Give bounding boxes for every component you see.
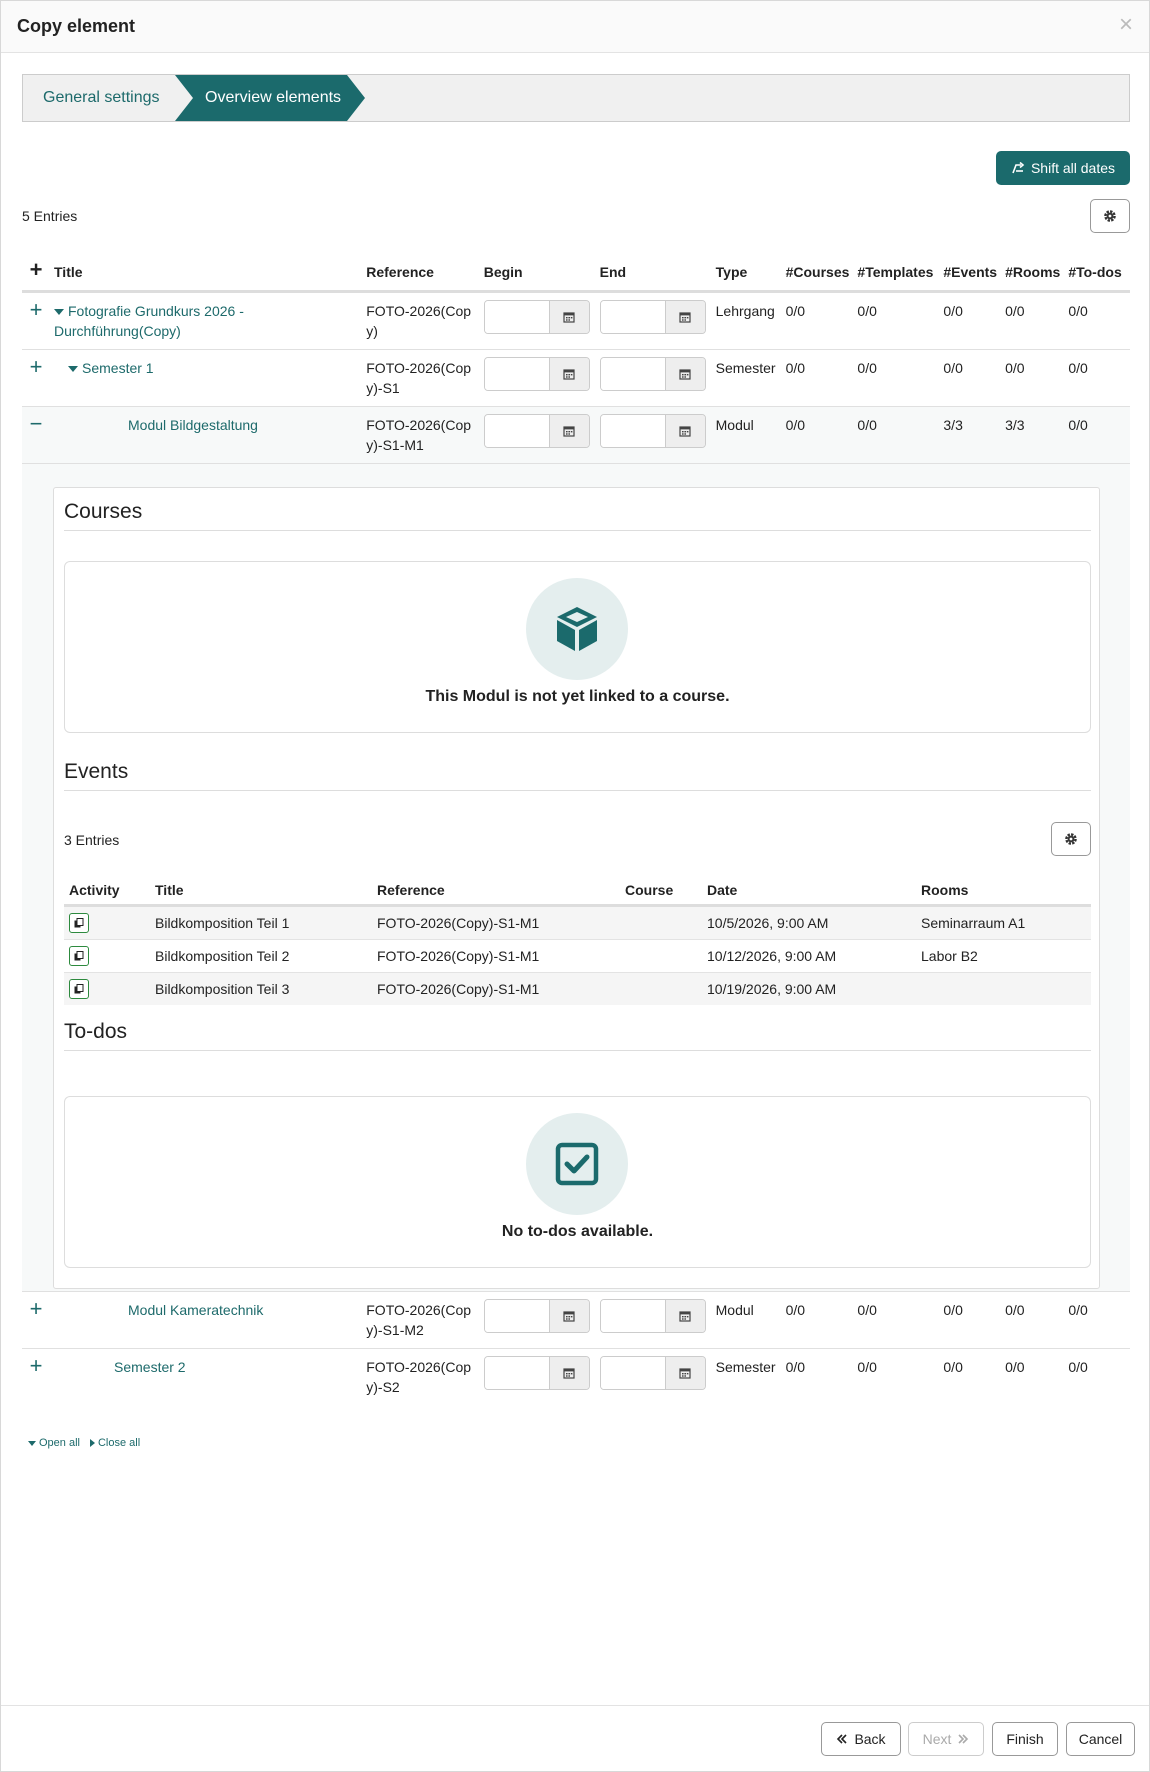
todos-cell: 0/0 <box>1068 1359 1088 1375</box>
caret-down-icon[interactable] <box>68 366 78 372</box>
col-reference[interactable]: Reference <box>362 257 479 292</box>
begin-date-input[interactable] <box>485 415 549 447</box>
col-date[interactable]: Date <box>702 876 916 906</box>
todos-cell: 0/0 <box>1064 292 1130 350</box>
col-activity[interactable]: Activity <box>64 876 150 906</box>
events-header-row <box>64 876 1091 906</box>
end-date-field[interactable] <box>600 300 706 334</box>
rooms-cell: 0/0 <box>1001 292 1064 350</box>
checkbox-checked-icon <box>554 1141 600 1187</box>
table-row-expanded <box>22 407 1130 464</box>
event-title: Bildkomposition Teil 2 <box>150 940 372 973</box>
step-label: Overview elements <box>205 89 342 106</box>
reference-cell: FOTO-2026(Copy)-S2 <box>366 1359 472 1395</box>
courses-cell: 0/0 <box>782 350 854 407</box>
expand-row-icon[interactable]: + <box>29 354 43 379</box>
begin-date-field[interactable] <box>484 1299 590 1333</box>
templates-cell: 0/0 <box>853 292 939 350</box>
events-cell: 0/0 <box>939 292 1001 350</box>
events-cell: 3/3 <box>939 407 1001 464</box>
templates-cell: 0/0 <box>857 1359 877 1375</box>
col-course[interactable]: Course <box>620 876 702 906</box>
courses-empty-state <box>64 561 1091 733</box>
event-row <box>64 906 1091 940</box>
step-label: General settings <box>43 89 160 106</box>
col-begin[interactable]: Begin <box>480 257 596 292</box>
next-button[interactable] <box>908 1722 984 1756</box>
element-title-link[interactable]: Semester 1 <box>82 360 154 376</box>
calendar-icon[interactable] <box>665 358 705 390</box>
tree-controls <box>28 1437 140 1449</box>
rooms-cell: 0/0 <box>1001 350 1064 407</box>
end-date-input[interactable] <box>601 1300 665 1332</box>
caret-down-icon[interactable] <box>54 309 64 315</box>
course-icon-circle <box>526 578 628 680</box>
todos-cell: 0/0 <box>1064 407 1130 464</box>
begin-date-field[interactable] <box>484 300 590 334</box>
calendar-icon[interactable] <box>665 415 705 447</box>
copy-activity-icon[interactable] <box>69 979 89 999</box>
calendar-icon[interactable] <box>549 301 589 333</box>
todos-section-title: To-dos <box>64 1020 1091 1051</box>
back-label: Back <box>854 1731 886 1747</box>
courses-empty-text: This Modul is not yet linked to a course. <box>425 688 730 705</box>
col-courses[interactable]: #Courses <box>782 257 854 292</box>
element-title-link[interactable]: Modul Bildgestaltung <box>128 417 258 433</box>
todos-cell: 0/0 <box>1064 350 1130 407</box>
calendar-icon[interactable] <box>665 1300 705 1332</box>
todos-empty-state <box>64 1096 1091 1268</box>
table-row <box>22 1292 1130 1349</box>
end-date-field[interactable] <box>600 1299 706 1333</box>
element-title-link[interactable]: Modul Kameratechnik <box>128 1302 264 1318</box>
close-all-link[interactable] <box>90 1437 140 1449</box>
events-settings-button[interactable] <box>1051 822 1091 856</box>
courses-cell: 0/0 <box>782 292 854 350</box>
end-date-input[interactable] <box>601 415 665 447</box>
col-templates[interactable]: #Templates <box>853 257 939 292</box>
col-title[interactable]: Title <box>50 257 362 292</box>
events-cell: 0/0 <box>943 1359 963 1375</box>
events-section-title: Events <box>64 760 1091 791</box>
caret-down-icon <box>28 1441 36 1446</box>
cancel-label: Cancel <box>1078 1731 1123 1747</box>
event-reference: FOTO-2026(Copy)-S1-M1 <box>372 906 620 940</box>
calendar-icon[interactable] <box>549 1300 589 1332</box>
courses-cell: 0/0 <box>785 1359 806 1375</box>
courses-section-title: Courses <box>64 500 1091 531</box>
open-all-link[interactable] <box>28 1437 80 1449</box>
copy-activity-icon[interactable] <box>69 946 89 966</box>
begin-date-field[interactable] <box>484 1356 590 1390</box>
type-cell: Modul <box>712 1292 782 1349</box>
copy-activity-icon[interactable] <box>69 913 89 933</box>
calendar-icon[interactable] <box>665 301 705 333</box>
end-date-input[interactable] <box>601 301 665 333</box>
event-date: 10/19/2026, 9:00 AM <box>702 973 916 1006</box>
shift-all-dates-button[interactable] <box>996 151 1130 185</box>
event-course <box>620 973 702 1006</box>
calendar-icon[interactable] <box>665 1357 705 1389</box>
event-rooms: Labor B2 <box>916 940 1091 973</box>
event-row <box>64 940 1091 973</box>
table-settings-button[interactable] <box>1090 199 1130 233</box>
dialog-footer <box>1 1705 1149 1772</box>
col-event-title[interactable]: Title <box>150 876 372 906</box>
begin-date-field[interactable] <box>484 414 590 448</box>
table-header-row <box>22 257 1130 292</box>
col-todos[interactable]: #To-dos <box>1064 257 1130 292</box>
close-all-label: Close all <box>97 1437 141 1449</box>
event-rooms <box>916 973 1091 1006</box>
wizard-steps <box>22 74 1130 122</box>
element-title-link[interactable]: Semester 2 <box>114 1359 186 1375</box>
table-row <box>22 1349 1130 1406</box>
dialog-header <box>1 1 1149 53</box>
table-row <box>22 350 1130 407</box>
event-course <box>620 906 702 940</box>
end-date-field[interactable] <box>600 414 706 448</box>
begin-date-input[interactable] <box>485 1300 549 1332</box>
event-title: Bildkomposition Teil 3 <box>150 973 372 1006</box>
double-chevron-left-icon <box>836 1733 848 1745</box>
finish-label: Finish <box>1006 1731 1044 1747</box>
expand-row-icon[interactable]: + <box>29 297 43 322</box>
courses-cell: 0/0 <box>782 1292 854 1349</box>
end-date-input[interactable] <box>601 1357 665 1389</box>
col-rooms[interactable]: Rooms <box>916 876 1091 906</box>
col-events[interactable]: #Events <box>939 257 1001 292</box>
begin-date-field[interactable] <box>484 357 590 391</box>
begin-date-input[interactable] <box>485 1357 549 1389</box>
event-date: 10/12/2026, 9:00 AM <box>702 940 916 973</box>
templates-cell: 0/0 <box>853 1292 939 1349</box>
col-end[interactable]: End <box>596 257 712 292</box>
element-detail-panel <box>53 487 1100 1289</box>
begin-date-input[interactable] <box>485 358 549 390</box>
reference-cell: FOTO-2026(Copy)-S1-M2 <box>362 1292 479 1349</box>
templates-cell: 0/0 <box>853 350 939 407</box>
next-label: Next <box>922 1731 952 1747</box>
event-row <box>64 973 1091 1006</box>
rooms-cell: 0/0 <box>1001 1292 1064 1349</box>
todos-cell: 0/0 <box>1064 1292 1130 1349</box>
element-title-link[interactable]: Fotografie Grundkurs 2026 - Durchführung(Copy) <box>54 303 244 339</box>
end-date-field[interactable] <box>600 357 706 391</box>
close-icon[interactable]: × <box>1118 11 1133 38</box>
end-date-input[interactable] <box>601 358 665 390</box>
shift-icon <box>1011 161 1025 175</box>
back-button[interactable] <box>821 1722 901 1756</box>
step-overview-elements[interactable] <box>175 75 365 121</box>
cube-icon <box>552 604 602 654</box>
open-all-label: Open all <box>39 1437 80 1449</box>
calendar-icon[interactable] <box>549 415 589 447</box>
double-chevron-right-icon <box>957 1733 969 1745</box>
caret-right-icon <box>90 1439 95 1447</box>
courses-cell: 0/0 <box>782 407 854 464</box>
begin-date-input[interactable] <box>485 301 549 333</box>
event-course <box>620 940 702 973</box>
events-cell: 0/0 <box>939 350 1001 407</box>
col-rooms[interactable]: #Rooms <box>1001 257 1064 292</box>
event-reference: FOTO-2026(Copy)-S1-M1 <box>372 973 620 1006</box>
rooms-cell: 0/0 <box>1005 1359 1025 1375</box>
event-rooms: Seminarraum A1 <box>916 906 1091 940</box>
reference-cell: FOTO-2026(Copy)-S1 <box>362 350 479 407</box>
collapse-row-icon[interactable]: − <box>29 411 43 436</box>
expand-row-icon[interactable]: + <box>29 1353 43 1378</box>
type-cell: Lehrgang <box>712 292 782 350</box>
events-cell: 0/0 <box>939 1292 1001 1349</box>
cancel-button[interactable] <box>1066 1722 1135 1756</box>
type-cell: Semester <box>715 1359 776 1375</box>
todos-empty-text: No to-dos available. <box>501 1223 654 1240</box>
templates-cell: 0/0 <box>853 407 939 464</box>
gear-icon <box>1064 832 1078 846</box>
todo-icon-circle <box>526 1113 628 1215</box>
table-row <box>22 292 1130 350</box>
event-title: Bildkomposition Teil 1 <box>150 906 372 940</box>
type-cell: Modul <box>712 407 782 464</box>
rooms-cell: 3/3 <box>1001 407 1064 464</box>
entries-count: 5 Entries <box>22 208 78 224</box>
calendar-icon[interactable] <box>549 1357 589 1389</box>
events-table <box>64 876 1091 1005</box>
col-type[interactable]: Type <box>712 257 782 292</box>
calendar-icon[interactable] <box>549 358 589 390</box>
type-cell: Semester <box>712 350 782 407</box>
col-event-reference[interactable]: Reference <box>372 876 620 906</box>
events-entries-count: 3 Entries <box>64 832 120 848</box>
expand-all-icon[interactable]: + <box>29 257 43 282</box>
event-date: 10/5/2026, 9:00 AM <box>702 906 916 940</box>
gear-icon <box>1103 209 1117 223</box>
expand-row-icon[interactable]: + <box>29 1296 43 1321</box>
reference-cell: FOTO-2026(Copy) <box>362 292 479 350</box>
dialog-title: Copy element <box>17 16 136 36</box>
reference-cell: FOTO-2026(Copy)-S1-M1 <box>362 407 479 464</box>
finish-button[interactable] <box>992 1722 1058 1756</box>
end-date-field[interactable] <box>600 1356 706 1390</box>
step-general-settings[interactable] <box>23 75 183 121</box>
shift-all-dates-label: Shift all dates <box>1030 160 1116 176</box>
event-reference: FOTO-2026(Copy)-S1-M1 <box>372 940 620 973</box>
